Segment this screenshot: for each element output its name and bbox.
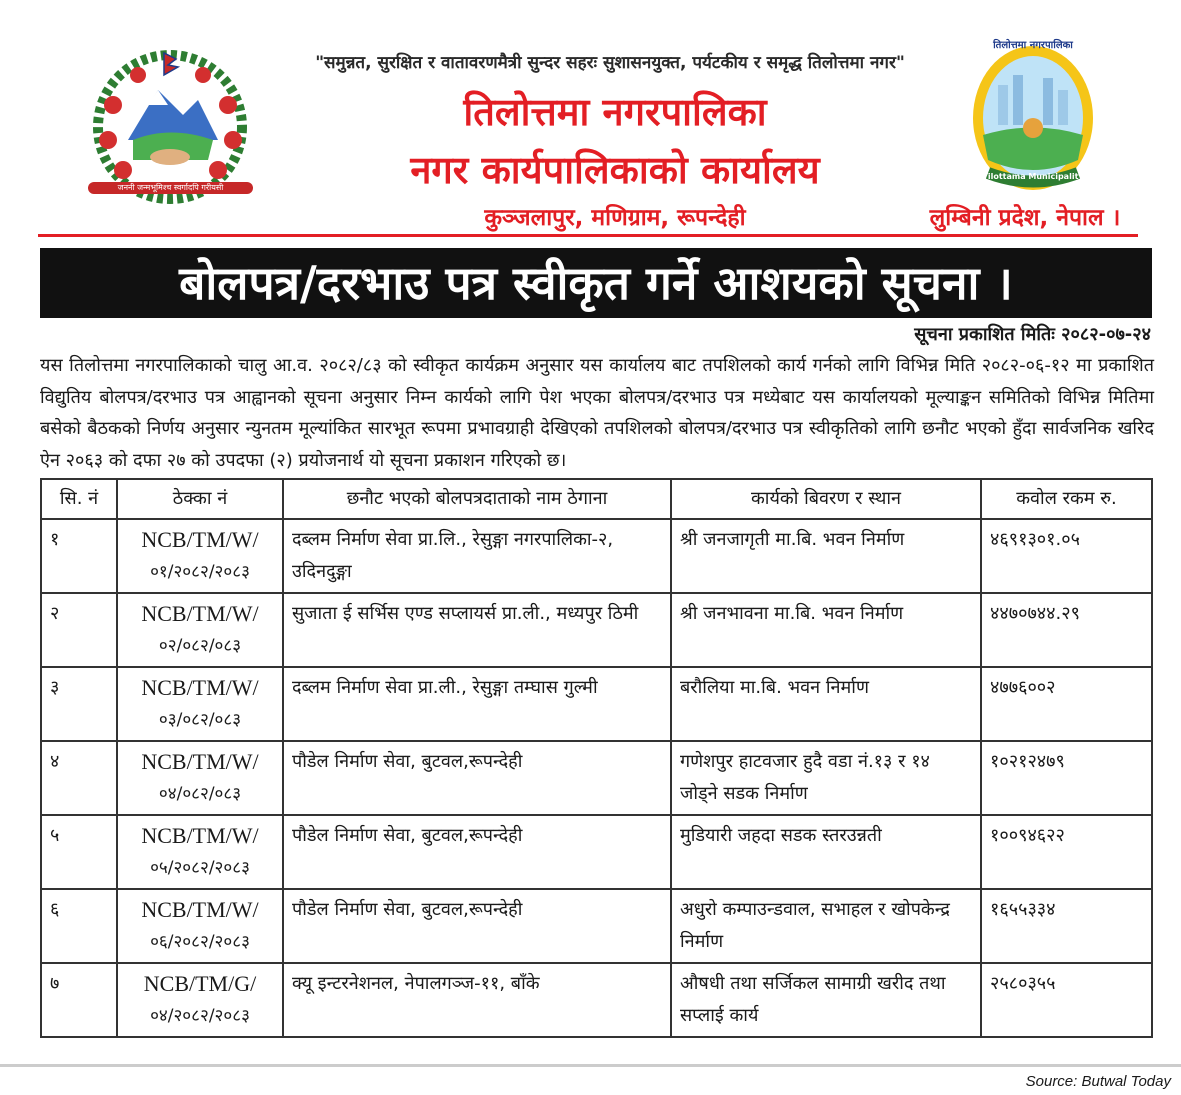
work-description: श्री जनभावना मा.बि. भवन निर्माण [671, 593, 981, 667]
work-description: अधुरो कम्पाउन्डवाल, सभाहल र खोपकेन्द्र निर्माण [671, 889, 981, 963]
emblem-motto: जननी जन्मभूमिश्च स्वर्गादपि गरीयसी [88, 182, 253, 194]
contract-amount: १०२१२४७९ [981, 741, 1152, 815]
header-bidder: छनौट भएको बोलपत्रदाताको नाम ठेगाना [283, 479, 671, 519]
contract-code-suffix: ०३/०८२/०८३ [158, 710, 242, 730]
contract-code-suffix: ०१/२०८२/२०८३ [150, 562, 250, 582]
bidder-name-address: क्यू इन्टरनेशनल, नेपालगञ्ज-११, बाँके [283, 963, 671, 1037]
municipality-slogan: "समुन्नत, सुरक्षित र वातावरणमैत्री सुन्दर सहरः सुशासनयुक्त, पर्यटकीय र समृद्ध तिलोत्तमा नगर" [315, 53, 905, 73]
contract-number [117, 963, 283, 1037]
serial-number: ७ [41, 963, 117, 1037]
work-description: मुडियारी जहदा सडक स्तरउन्नती [671, 815, 981, 889]
contract-number [117, 889, 283, 963]
header-contract-no: ठेक्का नं [117, 479, 283, 519]
table-row [41, 519, 1152, 593]
office-name: नगर कार्यपालिकाको कार्यालय [410, 148, 820, 192]
contract-number [117, 593, 283, 667]
contract-code-suffix: ०६/२०८२/२०८३ [150, 932, 250, 952]
contract-number [117, 667, 283, 741]
source-credit: Source: Butwal Today [1025, 1073, 1171, 1090]
serial-number: ४ [41, 741, 117, 815]
table-header-row [41, 479, 1152, 519]
table-row [41, 815, 1152, 889]
contract-amount: ४६९१३०१.०५ [981, 519, 1152, 593]
notice-body: यस तिलोत्तमा नगरपालिकाको चालु आ.व. २०८२/८३ को स्वीकृत कार्यक्रम अनुसार यस कार्यालय बाट तपशिलको कार्य गर्नको लागि विभिन्न मिति २०८२-०६-१२ मा प्रकाशित विद्युतिय बोलपत्र/दरभाउ पत्र आह्वानको सूचना अनुसार निम्न कार्यको लागि पेश भएका बोलपत्र/दरभाउ पत्र मध्येबाट यस कार्यालयको मूल्याङ्कन समितिको विभिन्न मितिमा बसेको बैठकको निर्णय अनुसार न्युनतम मूल्यांकित सारभूत रूपमा प्रभावग्राही देखिएको तपशिलको बोलपत्र/दरभाउ पत्र स्वीकृतिको लागि छनौट भएको हुँदा सार्वजनिक खरिद ऐन २०६३ को दफा २७ को उपदफा (२) प्रयोजनार्थ यो सूचना प्रकाशन गरिएको छ। [40, 355, 1154, 471]
contract-code-prefix: NCB/TM/W/ [141, 601, 259, 626]
bidder-name-address: पौडेल निर्माण सेवा, बुटवल,रूपन्देही [283, 815, 671, 889]
province-name: लुम्बिनी प्रदेश, नेपाल । [929, 205, 1121, 231]
bidder-name-address: पौडेल निर्माण सेवा, बुटवल,रूपन्देही [283, 889, 671, 963]
table-row [41, 741, 1152, 815]
contract-amount: १००९४६२२ [981, 815, 1152, 889]
header-work: कार्यको बिवरण र स्थान [671, 479, 981, 519]
awarded-contracts-table [40, 478, 1153, 1038]
contract-code-suffix: ०२/०८२/०८३ [158, 636, 242, 656]
contract-amount: २५८०३५५ [981, 963, 1152, 1037]
header-amount: कवोल रकम रु. [981, 479, 1152, 519]
work-description: गणेशपुर हाटवजार हुदै वडा नं.१३ र १४ जोड्ने सडक निर्माण [671, 741, 981, 815]
serial-number: ६ [41, 889, 117, 963]
work-description: बरौलिया मा.बि. भवन निर्माण [671, 667, 981, 741]
bidder-name-address: पौडेल निर्माण सेवा, बुटवल,रूपन्देही [283, 741, 671, 815]
serial-number: ३ [41, 667, 117, 741]
office-address: कुञ्जलापुर, मणिग्राम, रूपन्देही [484, 205, 746, 231]
table-row [41, 593, 1152, 667]
contract-code-prefix: NCB/TM/W/ [141, 823, 259, 848]
contract-number [117, 741, 283, 815]
contract-amount: १६५५३३४ [981, 889, 1152, 963]
work-description: औषधी तथा सर्जिकल सामाग्री खरीद तथा सप्लाई कार्य [671, 963, 981, 1037]
table-row [41, 667, 1152, 741]
contract-code-suffix: ०५/२०८२/२०८३ [150, 858, 250, 878]
notice-title: बोलपत्र/दरभाउ पत्र स्वीकृत गर्ने आशयको सूचना । [40, 248, 1152, 318]
contract-code-suffix: ०४/२०८२/२०८३ [150, 1006, 250, 1026]
contract-amount: ४७७६००२ [981, 667, 1152, 741]
contract-amount: ४४७०७४४.२९ [981, 593, 1152, 667]
contract-code-prefix: NCB/TM/W/ [141, 675, 259, 700]
header-serial: सि. नं [41, 479, 117, 519]
table-row [41, 963, 1152, 1037]
table-row [41, 889, 1152, 963]
contract-number [117, 519, 283, 593]
contract-code-suffix: ०४/०८२/०८३ [158, 784, 242, 804]
contract-number [117, 815, 283, 889]
work-description: श्री जनजागृती मा.बि. भवन निर्माण [671, 519, 981, 593]
bidder-name-address: दब्लम निर्माण सेवा प्रा.लि., रेसुङ्गा नगरपालिका-२, उदिनदुङ्गा [283, 519, 671, 593]
serial-number: १ [41, 519, 117, 593]
municipality-logo-name: तिलोत्तमा नगरपालिका [993, 40, 1073, 51]
published-date: सूचना प्रकाशित मितिः २०८२-०७-२४ [914, 324, 1151, 345]
contract-code-prefix: NCB/TM/W/ [141, 749, 259, 774]
contract-code-prefix: NCB/TM/W/ [141, 897, 259, 922]
bidder-name-address: सुजाता ई सर्भिस एण्ड सप्लायर्स प्रा.ली., मध्यपुर ठिमी [283, 593, 671, 667]
municipality-logo-name-en: Tilottama Municipality [982, 172, 1084, 181]
serial-number: २ [41, 593, 117, 667]
contract-code-prefix: NCB/TM/G/ [143, 971, 257, 996]
organization-name: तिलोत्तमा नगरपालिका [463, 90, 767, 134]
serial-number: ५ [41, 815, 117, 889]
footer-divider [0, 1064, 1181, 1067]
header-divider [38, 234, 1138, 237]
bidder-name-address: दब्लम निर्माण सेवा प्रा.ली., रेसुङ्गा तम्घास गुल्मी [283, 667, 671, 741]
contract-code-prefix: NCB/TM/W/ [141, 527, 259, 552]
